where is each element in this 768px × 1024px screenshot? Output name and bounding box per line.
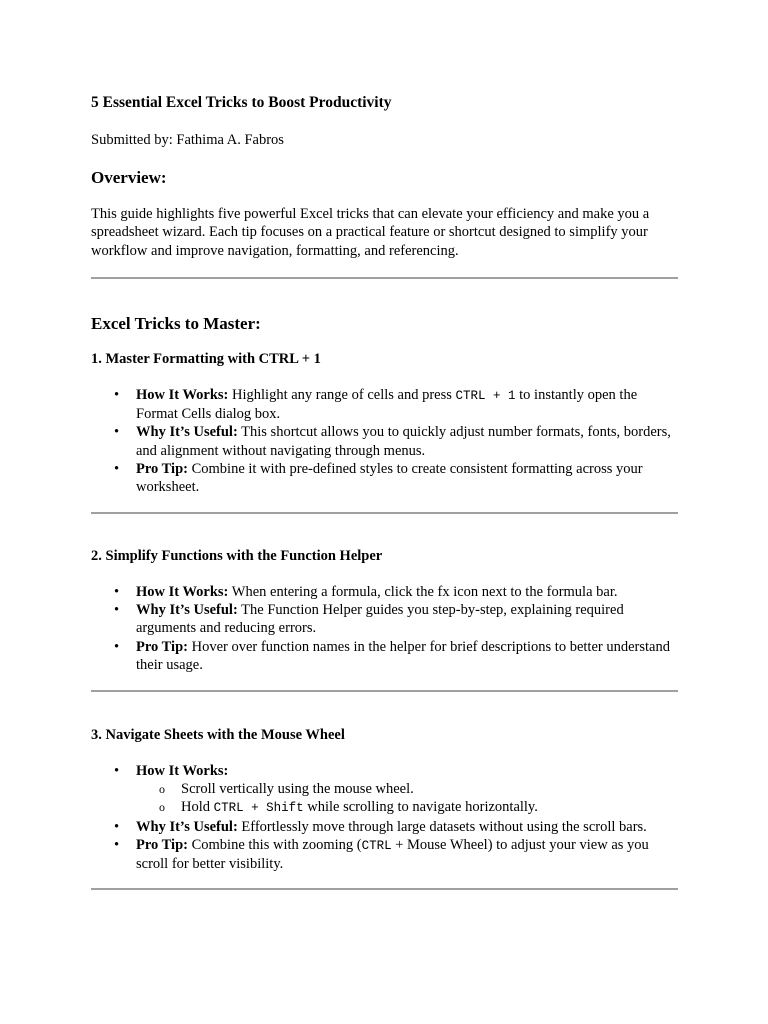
why-text: The Function Helper guides you step-by-step, explaining required arguments and reducing errors. bbox=[136, 602, 624, 637]
pro-tip-text: Combine this with zooming ( bbox=[191, 836, 362, 853]
list-item bbox=[91, 762, 678, 818]
why-label: Why It’s Useful: bbox=[136, 602, 238, 619]
how-text-cont: to instantly open the Format Cells dialog box. bbox=[136, 387, 638, 423]
how-label: How It Works: bbox=[136, 763, 229, 779]
list-item bbox=[91, 818, 678, 836]
divider bbox=[91, 277, 678, 279]
sub-list-item bbox=[136, 780, 678, 798]
how-text: When entering a formula, click the fx icon next to the formula bar. bbox=[231, 584, 618, 600]
divider bbox=[91, 512, 678, 514]
how-label: How It Works: bbox=[136, 387, 229, 403]
pro-tip-text: Combine it with pre-defined styles to create consistent formatting across your worksheet. bbox=[136, 460, 643, 496]
overview-heading: Overview: bbox=[91, 168, 167, 187]
how-label: How It Works: bbox=[136, 584, 229, 600]
pro-tip-text: Hover over function names in the helper for brief descriptions to better understand their usage. bbox=[136, 638, 670, 673]
pro-tip-label: Pro Tip: bbox=[136, 638, 188, 655]
list-item bbox=[91, 460, 678, 496]
list-item bbox=[91, 638, 678, 674]
submitted-by: Submitted by: Fathima A. Fabros bbox=[91, 132, 284, 148]
trick-2-list bbox=[91, 583, 678, 674]
list-item bbox=[91, 836, 678, 873]
how-text: Highlight any range of cells and press bbox=[232, 387, 452, 403]
pro-tip-label: Pro Tip: bbox=[136, 836, 188, 853]
pro-tip-text-cont: + Mouse Wheel) to adjust your view as you scroll for better visibility. bbox=[136, 836, 649, 873]
sub-item-text-cont: while scrolling to navigate horizontally. bbox=[307, 799, 538, 816]
sub-item-text: Hold bbox=[181, 799, 210, 816]
trick-1-title: 1. Master Formatting with CTRL + 1 bbox=[91, 351, 321, 367]
sub-item-text: Scroll vertically using the mouse wheel. bbox=[181, 781, 414, 798]
shortcut-code: CTRL bbox=[361, 838, 392, 853]
list-item bbox=[91, 601, 678, 637]
why-label: Why It’s Useful: bbox=[136, 818, 238, 835]
trick-2-title: 2. Simplify Functions with the Function Helper bbox=[91, 548, 383, 564]
list-item bbox=[91, 423, 678, 459]
divider bbox=[91, 690, 678, 692]
sub-list-item bbox=[136, 798, 678, 817]
list-item bbox=[91, 583, 678, 601]
trick-3-title: 3. Navigate Sheets with the Mouse Wheel bbox=[91, 727, 345, 743]
document-title: 5 Essential Excel Tricks to Boost Productivity bbox=[91, 94, 392, 111]
tricks-heading: Excel Tricks to Master: bbox=[91, 314, 261, 333]
trick-3-list bbox=[91, 762, 678, 873]
why-text: This shortcut allows you to quickly adjust number formats, fonts, borders, and alignment without navigating through menus. bbox=[136, 424, 671, 459]
why-label: Why It’s Useful: bbox=[136, 424, 238, 441]
why-text: Effortlessly move through large datasets without using the scroll bars. bbox=[241, 818, 647, 835]
overview-paragraph: This guide highlights five powerful Excel tricks that can elevate your efficiency and make you a spreadsheet wizard. Each tip focuses on a practical feature or shortcut designed to simplify your workflow and improve navigation, formatting, and referencing. bbox=[91, 206, 650, 259]
how-sub-list bbox=[136, 780, 678, 817]
divider bbox=[91, 888, 678, 890]
pro-tip-label: Pro Tip: bbox=[136, 460, 188, 477]
shortcut-code: CTRL + Shift bbox=[213, 801, 304, 816]
trick-1-list bbox=[91, 386, 678, 496]
list-item bbox=[91, 386, 678, 423]
shortcut-code: CTRL + 1 bbox=[455, 389, 516, 403]
